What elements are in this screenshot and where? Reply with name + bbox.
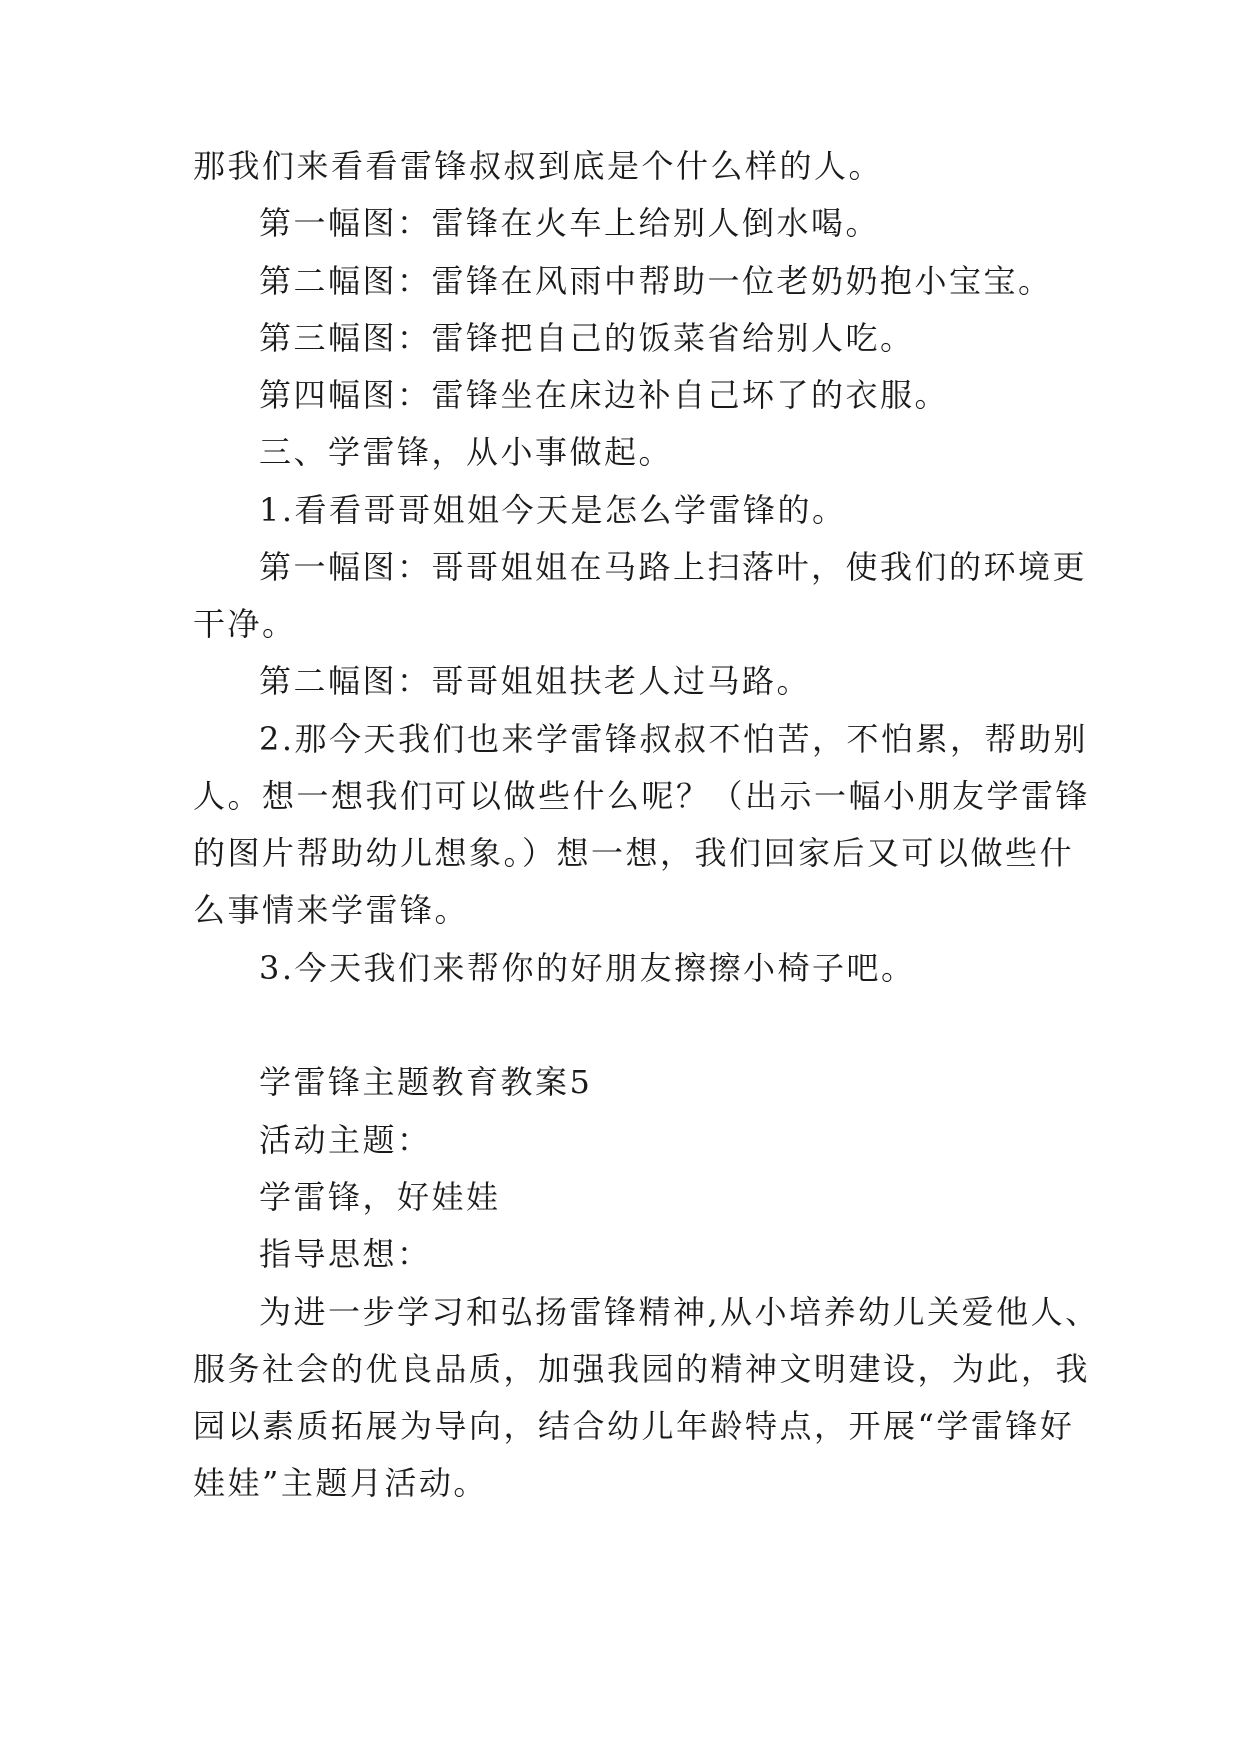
section-label: 指导思想： — [259, 1235, 432, 1273]
lesson-plan-title: 学雷锋主题教育教案5 — [259, 1063, 593, 1101]
paragraph-line: 娃娃”主题月活动。 — [193, 1464, 488, 1502]
paragraph-line: 第一幅图：雷锋在火车上给别人倒水喝。 — [259, 204, 881, 242]
paragraph-line: 第一幅图：哥哥姐姐在马路上扫落叶，使我们的环境更 — [259, 548, 1088, 586]
paragraph-line: 第三幅图：雷锋把自己的饭菜省给别人吃。 — [259, 319, 915, 357]
paragraph-line: 的图片帮助幼儿想象。）想一想，我们回家后又可以做些什 — [193, 834, 1075, 872]
paragraph-line: 学雷锋，好娃娃 — [259, 1178, 501, 1216]
paragraph-line: 第二幅图：雷锋在风雨中帮助一位老奶奶抱小宝宝。 — [259, 262, 1053, 300]
section-label: 活动主题： — [259, 1121, 432, 1159]
paragraph-line: 么事情来学雷锋。 — [193, 891, 470, 929]
paragraph-line: 人。想一想我们可以做些什么呢？（出示一幅小朋友学雷锋 — [193, 777, 1091, 815]
paragraph-line: 服务社会的优良品质，加强我园的精神文明建设，为此，我 — [193, 1350, 1091, 1388]
paragraph-line: 3.今天我们来帮你的好朋友擦擦小椅子吧。 — [259, 949, 916, 987]
paragraph-line: 那我们来看看雷锋叔叔到底是个什么样的人。 — [193, 147, 884, 185]
paragraph-line: 为进一步学习和弘扬雷锋精神,从小培养幼儿关爱他人、 — [259, 1293, 1100, 1331]
paragraph-line: 第二幅图：哥哥姐姐扶老人过马路。 — [259, 662, 812, 700]
paragraph-line: 园以素质拓展为导向，结合幼儿年龄特点，开展“学雷锋好 — [193, 1407, 1075, 1445]
paragraph-line: 干净。 — [193, 605, 297, 643]
section-heading: 三、学雷锋，从小事做起。 — [259, 433, 674, 471]
paragraph-line: 第四幅图：雷锋坐在床边补自己坏了的衣服。 — [259, 376, 950, 414]
paragraph-line: 1.看看哥哥姐姐今天是怎么学雷锋的。 — [259, 491, 847, 529]
paragraph-line: 2.那今天我们也来学雷锋叔叔不怕苦，不怕累，帮助别 — [259, 720, 1089, 758]
